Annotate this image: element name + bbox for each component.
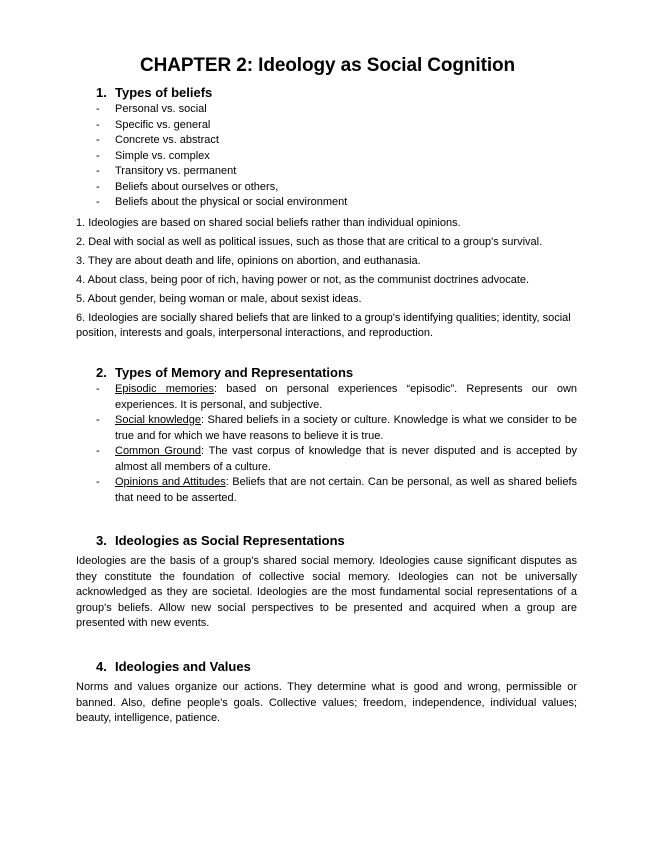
numbered-point: 1. Ideologies are based on shared social beliefs rather than individual opinions. bbox=[76, 216, 461, 229]
section-types-of-beliefs bbox=[76, 84, 577, 346]
numbered-point: 6. Ideologies are socially shared beliefs that are linked to a group's identifying qualities; identity, social position, interests and goals, interpersonal interactions, and reproduction. bbox=[76, 311, 571, 340]
numbered-points bbox=[76, 216, 577, 342]
section-number: 4. bbox=[96, 659, 107, 674]
beliefs-list bbox=[76, 102, 577, 211]
list-item: - Common Ground: The vast corpus of knowledge that is never disputed and is accepted by almost all members of a culture. bbox=[96, 445, 577, 473]
list-item: - Concrete vs. abstract bbox=[96, 134, 219, 146]
section-heading bbox=[96, 658, 577, 676]
section-ideologies-values bbox=[76, 658, 577, 727]
section-paragraph: Norms and values organize our actions. They determine what is good and wrong, permissible or banned. Also, define people's goals. Collective values; freedom, independence, individual values; beauty, intelligence, patience. bbox=[76, 681, 577, 724]
section-number: 3. bbox=[96, 533, 107, 548]
numbered-point: 4. About class, being poor of rich, having power or not, as the communist doctrines advocate. bbox=[76, 273, 530, 286]
section-heading bbox=[96, 84, 577, 102]
section-paragraph: Ideologies are the basis of a group's shared social memory. Ideologies cause significant disputes as they constitute the foundation of collective social memory. Ideologies can not be universally acknowledged as they are societal. Ideologies are the most fundamental social representations of a group's beliefs. Allow new social perspectives to be presented and acquired when a group are presented with new events. bbox=[76, 555, 577, 629]
page-title: CHAPTER 2: Ideology as Social Cognition bbox=[139, 55, 516, 76]
numbered-point: 3. They are about death and life, opinions on abortion, and euthanasia. bbox=[76, 254, 421, 267]
section-heading bbox=[96, 364, 577, 382]
list-item: - Beliefs about ourselves or others, bbox=[96, 180, 279, 193]
section-memory-representations bbox=[76, 364, 577, 506]
section-number: 1. bbox=[96, 85, 107, 100]
memory-types-list bbox=[76, 382, 577, 506]
term: Social knowledge bbox=[115, 414, 201, 426]
term: Episodic memories bbox=[115, 383, 215, 395]
numbered-point: 2. Deal with social as well as political issues, such as those that are critical to a group's survival. bbox=[76, 235, 543, 248]
section-number: 2. bbox=[96, 365, 107, 380]
list-item: - Transitory vs. permanent bbox=[96, 165, 237, 177]
section-heading-text: Ideologies as Social Representations bbox=[115, 533, 345, 548]
list-item: - Specific vs. general bbox=[96, 118, 211, 131]
section-social-representations bbox=[76, 532, 577, 632]
list-item: - Beliefs about the physical or social environment bbox=[96, 196, 348, 208]
list-item: - Social knowledge: Shared beliefs in a society or culture. Knowledge is what we consider to be true and for which we have reasons to believe it is true. bbox=[96, 414, 577, 442]
list-item: - Personal vs. social bbox=[96, 103, 207, 115]
list-item: - Simple vs. complex bbox=[96, 149, 210, 162]
term: Opinions and Attitudes bbox=[115, 476, 226, 488]
term: Common Ground bbox=[115, 445, 202, 457]
list-item: - Opinions and Attitudes: Beliefs that are not certain. Can be personal, as well as shared beliefs that need to be asserted. bbox=[96, 476, 577, 504]
section-heading-text: Types of Memory and Representations bbox=[115, 365, 354, 380]
section-heading-text: Ideologies and Values bbox=[115, 659, 251, 674]
list-item: - Episodic memories: based on personal experiences “episodic”. Represents our own experiences. It is personal, and subjective. bbox=[96, 383, 577, 411]
numbered-point: 5. About gender, being woman or male, about sexist ideas. bbox=[76, 292, 362, 305]
section-heading-text: Types of beliefs bbox=[115, 85, 213, 100]
section-heading bbox=[96, 532, 577, 550]
